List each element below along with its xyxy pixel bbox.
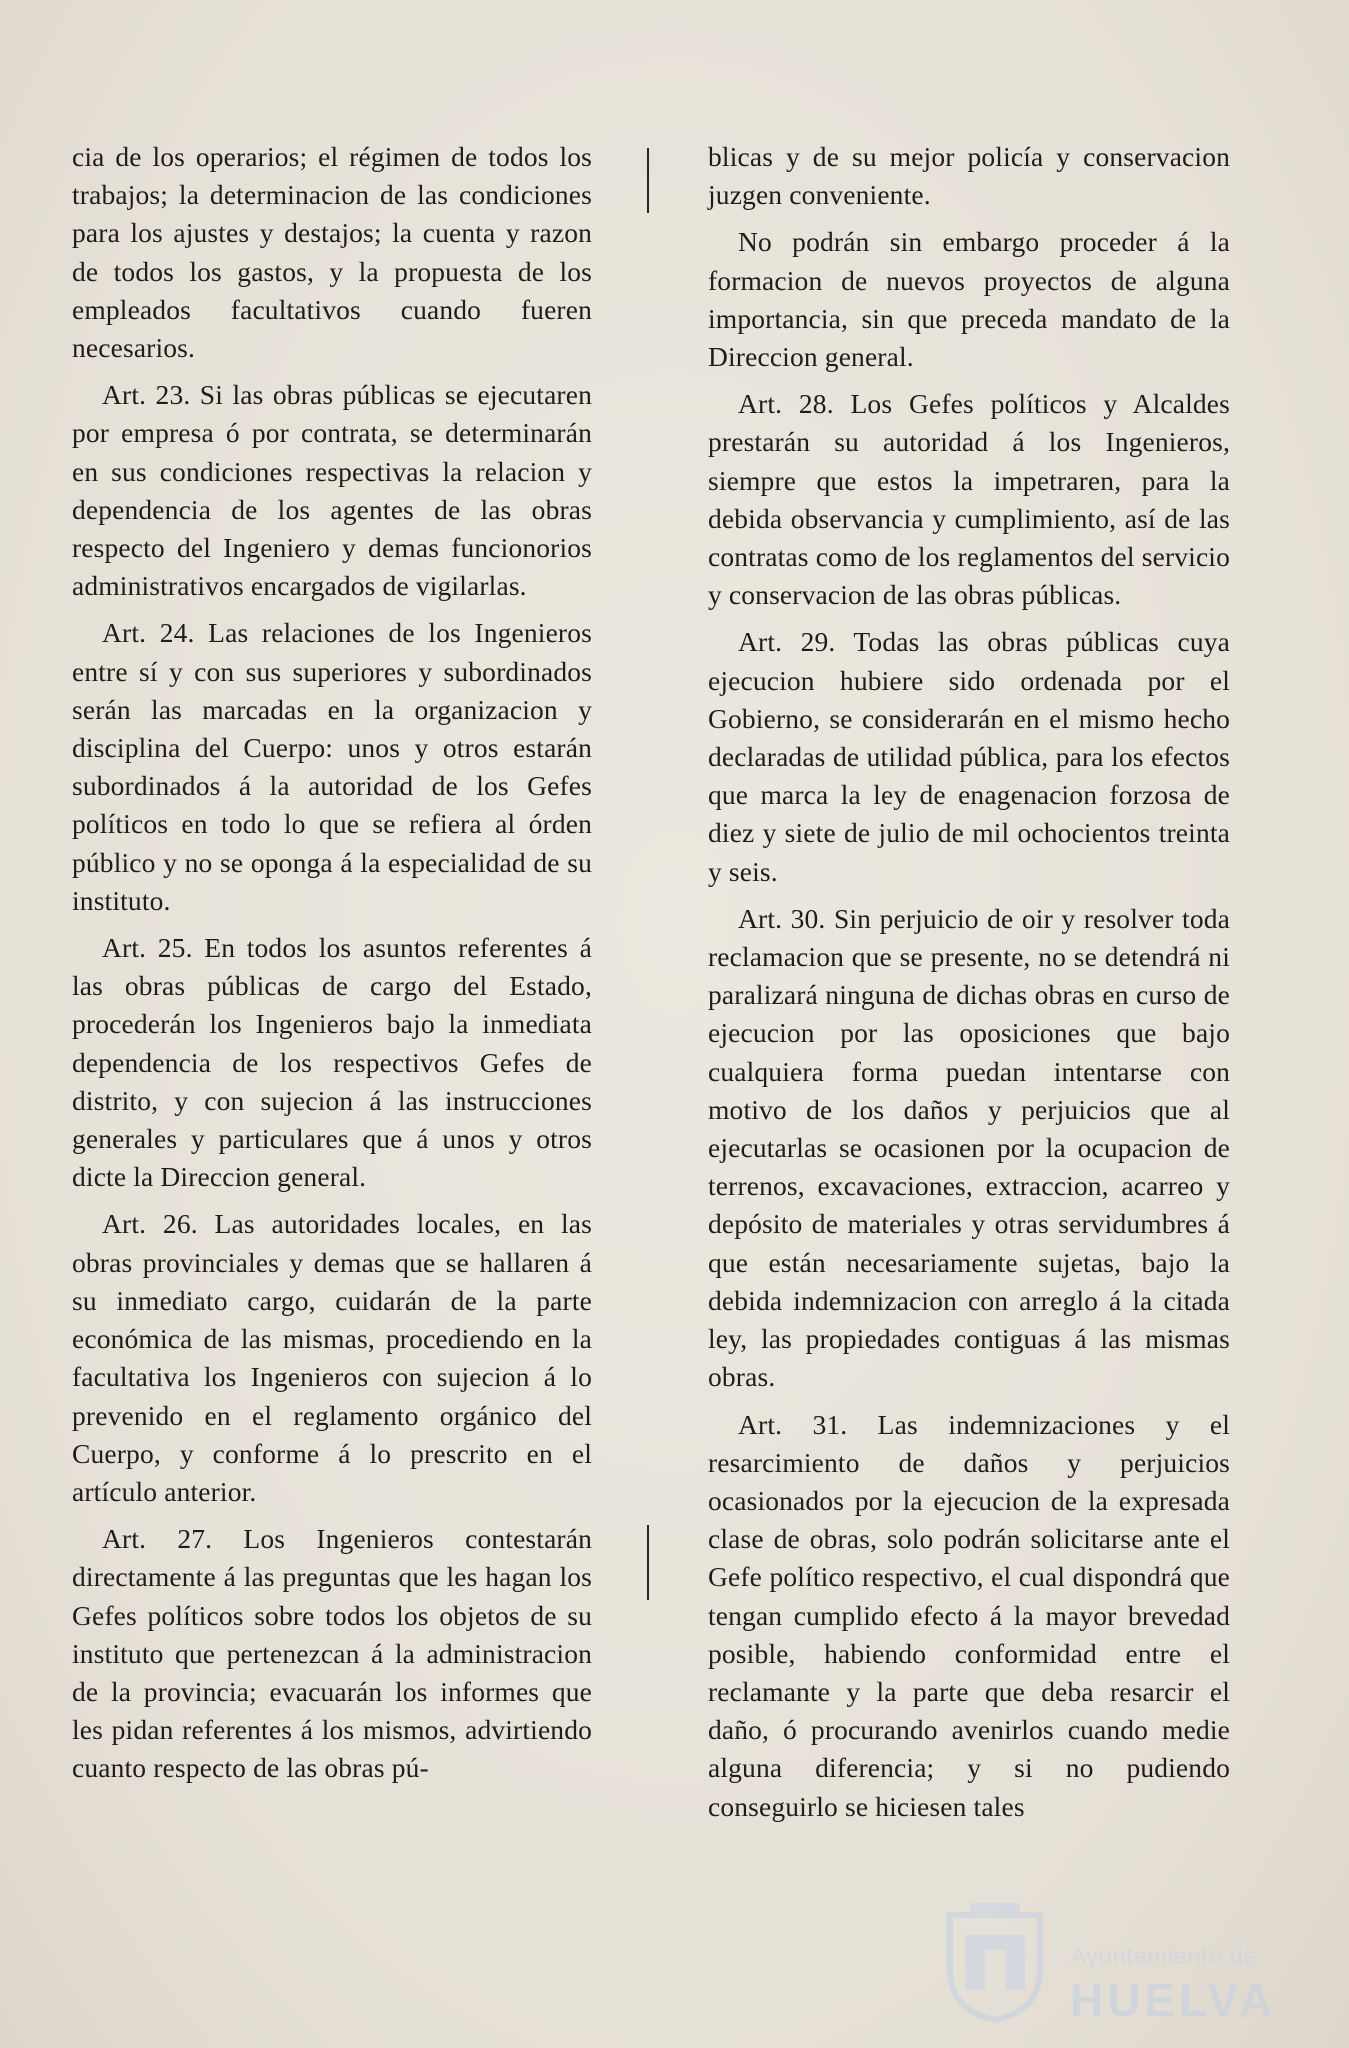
- paragraph-proyectos: No podrán sin embargo proceder á la formacion de nuevos proyectos de alguna importancia, sin que preceda mandato de la Direccion general.: [708, 226, 1230, 373]
- article-29: Art. 29. Todas las obras públicas cuya ejecucion hubiere sido ordenada por el Gobierno, se considerarán en el mismo hecho declaradas de utilidad pública, para los efectos que marca la ley de enagenacion forzosa de diez y siete de julio de mil ochocientos treinta y seis.: [708, 626, 1230, 887]
- watermark-line2: HUELVA: [1070, 1974, 1277, 2026]
- paragraph-continuation: cia de los operarios; el régimen de todos los trabajos; la determinacion de las condiciones para los ajustes y destajos; la cuenta y razon de todos los gastos, y la propuesta de los empleados facultativos cuando fueren necesarios.: [72, 141, 592, 364]
- watermark-line1: Ayuntamiento de: [1070, 1943, 1258, 1970]
- article-31: Art. 31. Las indemnizaciones y el resarcimiento de daños y perjuicios ocasionados por la ejecucion de la expresada clase de obras, solo podrán solicitarse ante el Gefe político respectivo, el cual dispondrá que tengan cumplido efecto á la mayor brevedad posible, habiendo conformidad entre el reclamante y la parte que deba resarcir el daño, ó procurando avenirlos cuando medie alguna diferencia; y si no pudiendo conseguirlo se hiciesen tales: [708, 1408, 1230, 1822]
- article-26: Art. 26. Las autoridades locales, en las obras provinciales y demas que se hallaren á su inmediato cargo, cuidarán de la parte económica de las mismas, procediendo en la facultativa los Ingenieros con sujecion á lo prevenido en el reglamento orgánico del Cuerpo, y conforme á lo prescrito en el artículo anterior.: [72, 1208, 592, 1507]
- column-divider-top: [647, 148, 649, 213]
- right-column: [708, 138, 1230, 1835]
- watermark: [930, 1895, 1290, 2025]
- article-30: Art. 30. Sin perjuicio de oir y resolver toda reclamacion que se presente, no se detendrá ni paralizará ninguna de dichas obras en curso de ejecucion por las oposiciones que bajo cualquiera forma puedan intentarse con motivo de los daños y perjuicios que al ejecutarlas se ocasionen por la ocupacion de terrenos, excavaciones, extraccion, acarreo y depósito de materiales y otras servidumbres á que están necesariamente sujetas, bajo la debida indemnizacion con arreglo á la citada ley, las propiedades contiguas á las mismas obras.: [708, 902, 1230, 1393]
- article-25: Art. 25. En todos los asuntos referentes á las obras públicas de cargo del Estado, procederán los Ingenieros bajo la inmediata dependencia de los respectivos Gefes de distrito, y con sujecion á las instrucciones generales y particulares que á unos y otros dicte la Direccion general.: [72, 932, 592, 1193]
- article-23: Art. 23. Si las obras públicas se ejecutaren por empresa ó por contrata, se determinarán en sus condiciones respectivas la relacion y dependencia de los agentes de las obras respecto del Ingeniero y demas funcionorios administrativos encargados de vigilarlas.: [72, 379, 592, 602]
- column-divider-bottom: [647, 1525, 649, 1600]
- article-24: Art. 24. Las relaciones de los Ingenieros entre sí y con sus superiores y subordinados serán las marcadas en la organizacion y disciplina del Cuerpo: unos y otros estarán subordinados á la autoridad de los Gefes políticos en todo lo que se refiera al órden público y no se oponga á la especialidad de su instituto.: [72, 617, 592, 916]
- left-column: [72, 138, 592, 1797]
- crest-icon: [930, 1895, 1060, 2025]
- article-28: Art. 28. Los Gefes políticos y Alcaldes prestarán su autoridad á los Ingenieros, siempre que estos la impetraren, para la debida observancia y cumplimiento, así de las contratas como de los reglamentos del servicio y conservacion de las obras públicas.: [708, 388, 1230, 611]
- article-27: Art. 27. Los Ingenieros contestarán directamente á las preguntas que les hagan los Gefes políticos sobre todos los objetos de su instituto que pertenezcan á la administracion de la provincia; evacuarán los informes que les pidan referentes á los mismos, advirtiendo cuanto respecto de las obras pú-: [72, 1523, 592, 1784]
- paragraph-continuation-right: blicas y de su mejor policía y conservacion juzgen conveniente.: [708, 141, 1230, 211]
